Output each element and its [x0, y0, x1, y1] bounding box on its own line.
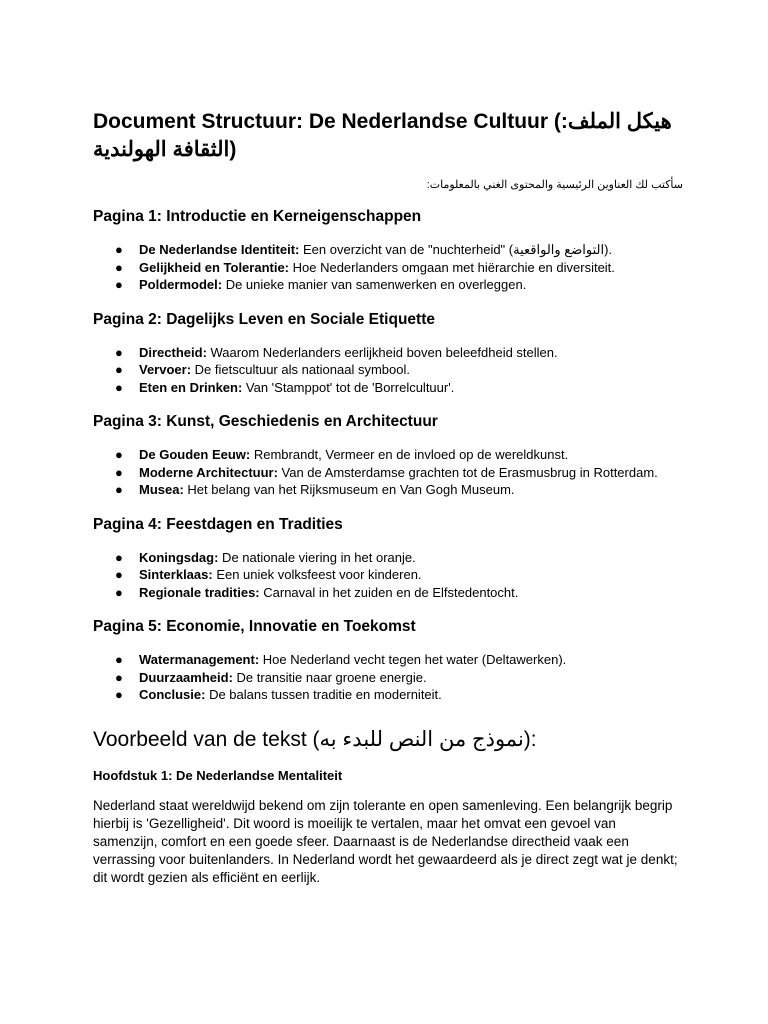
bullet-icon: ●: [115, 379, 123, 395]
bullet-icon: ●: [115, 277, 123, 292]
list-item: [93, 446, 683, 464]
item-term: De Nederlandse Identiteit:: [139, 242, 300, 257]
list-item: [93, 344, 683, 362]
item-text: Hoe Nederlanders omgaan met hiërarchie en diversiteit.: [289, 259, 615, 275]
item-text: Een uniek volksfeest voor kinderen.: [212, 567, 422, 582]
list-item: [93, 259, 683, 277]
chapter-heading: Hoofdstuk 1: De Nederlandse Mentaliteit: [93, 767, 343, 783]
item-term: Duurzaamheid:: [139, 669, 233, 685]
item-term: Musea:: [139, 482, 184, 497]
section-heading: Pagina 1: Introductie en Kerneigenschappen: [93, 208, 422, 225]
item-term: Eten en Drinken:: [139, 379, 243, 395]
list-item: [93, 481, 683, 499]
item-term: Conclusie:: [139, 687, 206, 702]
item-text: Rembrandt, Vermeer en de invloed op de wereldkunst.: [250, 447, 569, 462]
document-content: [93, 108, 683, 887]
section-heading: Pagina 2: Dagelijks Leven en Sociale Etiquette: [93, 310, 435, 328]
section-pagina-5: [93, 617, 683, 704]
list-item: [93, 379, 683, 397]
chapter-body: Nederland staat wereldwijd bekend om zijn tolerante en open samenleving. Een belangrijk begrip hierbij is 'Gezelligheid'. Dit woord is moeilijk te vertalen, maar het omvat een gevoel van samenzijn, comfort en een goede sfeer. Daarnaast is de Nederlandse directheid vaak een verrassing voor buitenlanders. In Nederland wordt het gewaardeerd als je direct zegt wat je denkt; dit wordt gezien als efficiënt en eerlijk.: [93, 797, 678, 885]
list-item: [93, 276, 683, 294]
section-pagina-4: [93, 515, 683, 602]
list-item: [93, 669, 683, 687]
item-term: De Gouden Eeuw:: [139, 447, 251, 462]
item-term: Watermanagement:: [139, 652, 260, 667]
bullet-icon: ●: [115, 362, 123, 377]
item-text: Hoe Nederland vecht tegen het water (Deltawerken).: [259, 652, 567, 667]
section-pagina-1: [93, 207, 683, 294]
item-text: Waarom Nederlanders eerlijkheid boven beleefdheid stellen.: [206, 344, 558, 360]
item-text: De transitie naar groene energie.: [232, 669, 427, 685]
item-term: Koningsdag:: [139, 549, 219, 565]
bullet-icon: ●: [115, 447, 123, 462]
item-term: Sinterklaas:: [139, 567, 213, 582]
item-term: Regionale tradities:: [139, 584, 260, 600]
item-text: De balans tussen traditie en moderniteit.: [205, 687, 442, 702]
item-term: Directheid:: [139, 344, 207, 360]
bullet-icon: ●: [115, 687, 123, 702]
bullet-icon: ●: [115, 242, 123, 257]
item-text: De unieke manier van samenwerken en overleggen.: [222, 277, 527, 292]
bullet-icon: ●: [115, 482, 123, 497]
bullet-icon: ●: [115, 567, 123, 582]
item-text: Van de Amsterdamse grachten tot de Erasmusbrug in Rotterdam.: [277, 464, 658, 480]
list-item: [93, 361, 683, 379]
section-heading: Pagina 5: Economie, Innovatie en Toekomst: [93, 618, 416, 635]
list-item: [93, 566, 683, 584]
intro-note: سأكتب لك العناوين الرئيسية والمحتوى الغني بالمعلومات:: [426, 179, 683, 191]
item-text: De nationale viering in het oranje.: [218, 549, 416, 565]
section-heading: Pagina 3: Kunst, Geschiedenis en Architectuur: [93, 413, 438, 430]
example-heading: Voorbeeld van de tekst (نموذج من النص للبدء به):: [93, 727, 537, 751]
section-pagina-3: [93, 412, 683, 499]
bullet-icon: ●: [115, 344, 123, 360]
list-item: [93, 241, 683, 259]
bullet-list: [93, 549, 683, 602]
item-term: Gelijkheid en Tolerantie:: [139, 259, 290, 275]
list-item: [93, 549, 683, 567]
item-text: Carnaval in het zuiden en de Elfstedentocht.: [259, 584, 519, 600]
bullet-icon: ●: [115, 652, 123, 667]
item-term: Moderne Architectuur:: [139, 464, 278, 480]
list-item: [93, 651, 683, 669]
item-text: De fietscultuur als nationaal symbool.: [191, 362, 410, 377]
bullet-icon: ●: [115, 549, 123, 565]
bullet-icon: ●: [115, 259, 123, 275]
bullet-list: [93, 344, 683, 397]
bullet-list: [93, 651, 683, 704]
section-pagina-2: [93, 310, 683, 397]
item-text: Het belang van het Rijksmuseum en Van Gogh Museum.: [183, 482, 515, 497]
bullet-icon: ●: [115, 584, 123, 600]
section-heading: Pagina 4: Feestdagen en Tradities: [93, 515, 343, 533]
item-term: Poldermodel:: [139, 277, 223, 292]
item-term: Vervoer:: [139, 362, 192, 377]
item-text: Een overzicht van de "nuchterheid" (التواضع والواقعية).: [299, 242, 613, 257]
document-title: Document Structuur: De Nederlandse Cultuur (:هيكل الملف الثقافة الهولندية): [93, 110, 672, 161]
bullet-icon: ●: [115, 464, 123, 480]
list-item: [93, 686, 683, 704]
bullet-list: [93, 446, 683, 499]
item-text: Van 'Stamppot' tot de 'Borrelcultuur'.: [242, 379, 455, 395]
list-item: [93, 464, 683, 482]
bullet-icon: ●: [115, 669, 123, 685]
bullet-list: [93, 241, 683, 294]
list-item: [93, 584, 683, 602]
